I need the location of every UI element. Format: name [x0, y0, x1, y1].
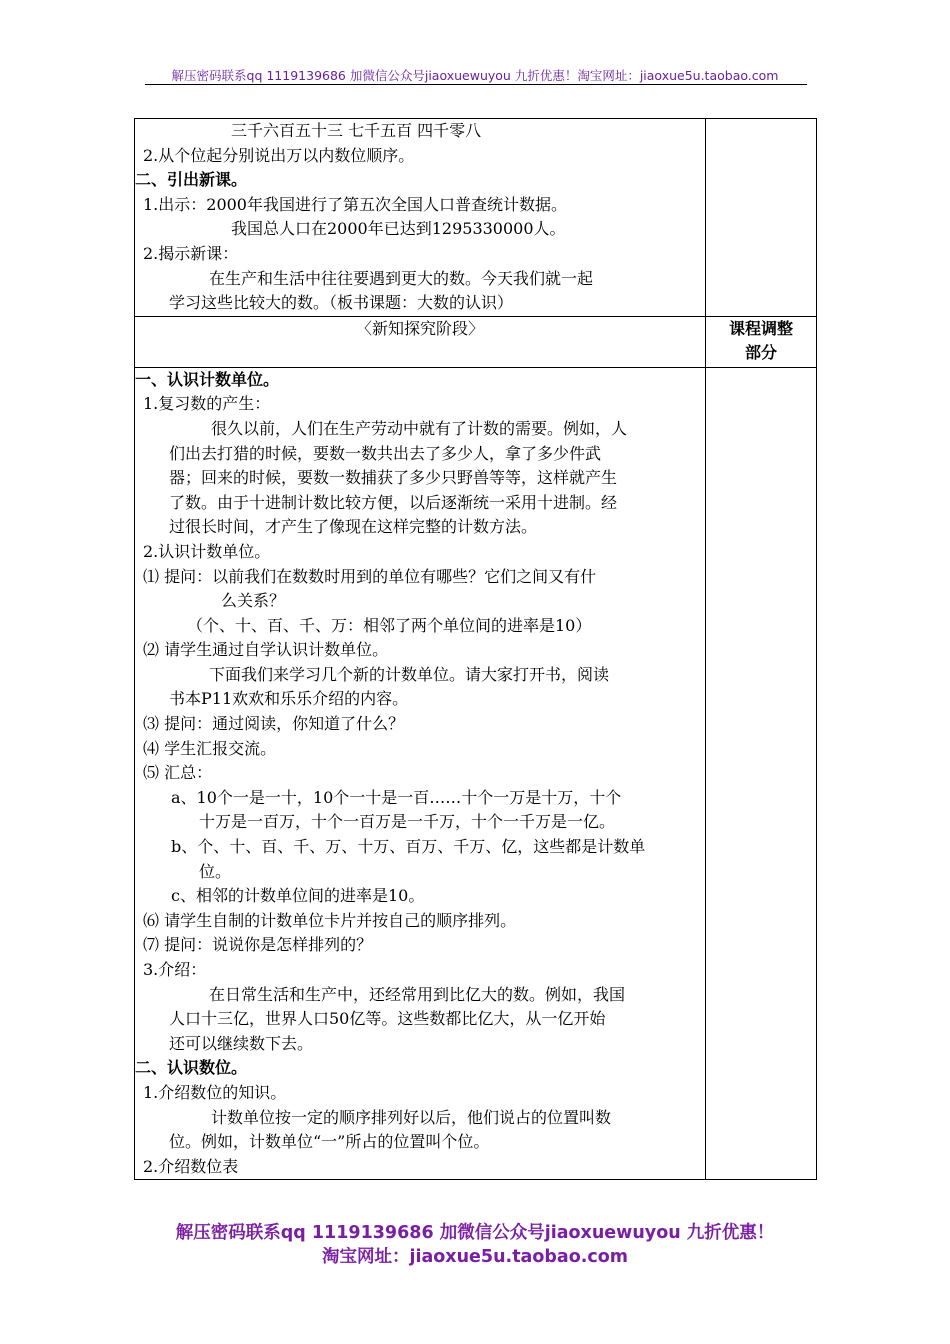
text-line: 我国总人口在2000年已达到1295330000人。 — [231, 219, 566, 239]
adjustment-column-header — [706, 316, 817, 367]
text-line: 位。例如，计数单位“一”所占的位置叫个位。 — [169, 1132, 490, 1152]
text-line: 计数单位按一定的顺序排列好以后，他们说占的位置叫数 — [211, 1107, 612, 1127]
text-line: 在日常生活和生产中，还经常用到比亿大的数。例如，我国 — [209, 984, 626, 1004]
text-line: 们出去打猎的时候，要数一数共出去了多少人，拿了多少件武 — [169, 443, 602, 463]
text-line: 位。 — [199, 861, 232, 881]
section-heading: 二、认识数位。 — [135, 1058, 248, 1078]
text-line: 学习这些比较大的数。（板书课题：大数的认识） — [169, 293, 514, 313]
text-line: 2.揭示新课： — [143, 243, 239, 263]
main-content-cell — [135, 367, 706, 1180]
footer-line-2: 淘宝网址：jiaoxue5u.taobao.com — [321, 1247, 629, 1267]
text-line: ⑹ 请学生自制的计数单位卡片并按自己的顺序排列。 — [143, 910, 517, 930]
side-title-line-1: 课程调整 — [728, 318, 793, 338]
section-heading: 一、认识计数单位。 — [135, 369, 280, 389]
intro-content-cell — [135, 119, 706, 317]
text-line: 很久以前，人们在生产劳动中就有了计数的需要。例如，人 — [211, 418, 628, 438]
text-line: 器；回来的时候，要数一数捕获了多少只野兽等等，这样就产生 — [169, 468, 618, 488]
section-heading: 二、引出新课。 — [135, 170, 248, 190]
text-line: c、相邻的计数单位间的进率是10。 — [171, 886, 425, 906]
text-line: 在生产和生活中往往要遇到更大的数。今天我们就一起 — [209, 268, 594, 288]
text-line: ⑸ 汇总： — [143, 763, 213, 783]
header-watermark-text: 解压密码联系qq 1119139686 加微信公众号jiaoxuewuyou 九折优惠！淘宝网址：jiaoxue5u.taobao.com — [171, 68, 779, 83]
intro-side-cell — [706, 119, 817, 317]
main-lines — [135, 368, 705, 1180]
text-line: 1.介绍数位的知识。 — [143, 1082, 287, 1102]
footer-line-1: 解压密码联系qq 1119139686 加微信公众号jiaoxuewuyou 九折优惠！ — [175, 1223, 775, 1243]
main-side-cell — [706, 367, 817, 1180]
text-line: 么关系？ — [221, 591, 286, 611]
text-line: 3.介绍： — [143, 960, 207, 979]
text-line: 1.复习数的产生： — [143, 394, 271, 414]
text-line: 2.认识计数单位。 — [143, 541, 271, 561]
stage-title: 〈新知探究阶段〉 — [135, 316, 706, 367]
text-line: 十万是一百万，十个一百万是一千万，十个一千万是一亿。 — [199, 812, 616, 832]
main-row — [135, 367, 817, 1180]
text-line: 书本P11欢欢和乐乐介绍的内容。 — [169, 689, 409, 709]
text-line: ⑵ 请学生通过自学认识计数单位。 — [143, 640, 389, 660]
text-line: ⑷ 学生汇报交流。 — [143, 738, 277, 758]
text-line: b、个、十、百、千、万、十万、百万、千万、亿，这些都是计数单 — [171, 837, 646, 857]
text-line: 过很长时间，才产生了像现在这样完整的计数方法。 — [169, 517, 538, 537]
text-line: （个、十、百、千、万：相邻了两个单位间的进率是10） — [187, 615, 592, 635]
lesson-plan-table — [134, 118, 817, 1180]
header-rule — [145, 84, 807, 85]
text-line: 2.从个位起分别说出万以内数位顺序。 — [143, 145, 415, 165]
text-line: 下面我们来学习几个新的计数单位。请大家打开书，阅读 — [209, 664, 610, 684]
stage-row — [135, 316, 817, 367]
text-line: ⑶ 提问：通过阅读，你知道了什么？ — [143, 714, 405, 734]
text-line: 还可以继续数下去。 — [169, 1033, 314, 1053]
intro-lines — [135, 119, 705, 316]
text-line: 人口十三亿，世界人口50亿等。这些数都比亿大，从一亿开始 — [169, 1009, 606, 1029]
text-line: a、10个一是一十，10个一十是一百……十个一万是十万，十个 — [171, 787, 622, 807]
intro-row — [135, 119, 817, 317]
text-line: 三千六百五十三 七千五百 四千零八 — [231, 121, 482, 140]
text-line: 1.出示：2000年我国进行了第五次全国人口普查统计数据。 — [143, 194, 567, 214]
text-line: ⑺ 提问：说说你是怎样排列的？ — [143, 935, 373, 955]
text-line: ⑴ 提问：以前我们在数数时用到的单位有哪些？它们之间又有什 — [143, 566, 597, 586]
side-title-line-2: 部分 — [744, 342, 777, 362]
text-line: 了数。由于十进制计数比较方便，以后逐渐统一采用十进制。经 — [169, 492, 618, 512]
text-line: 2.介绍数位表 — [143, 1156, 239, 1176]
